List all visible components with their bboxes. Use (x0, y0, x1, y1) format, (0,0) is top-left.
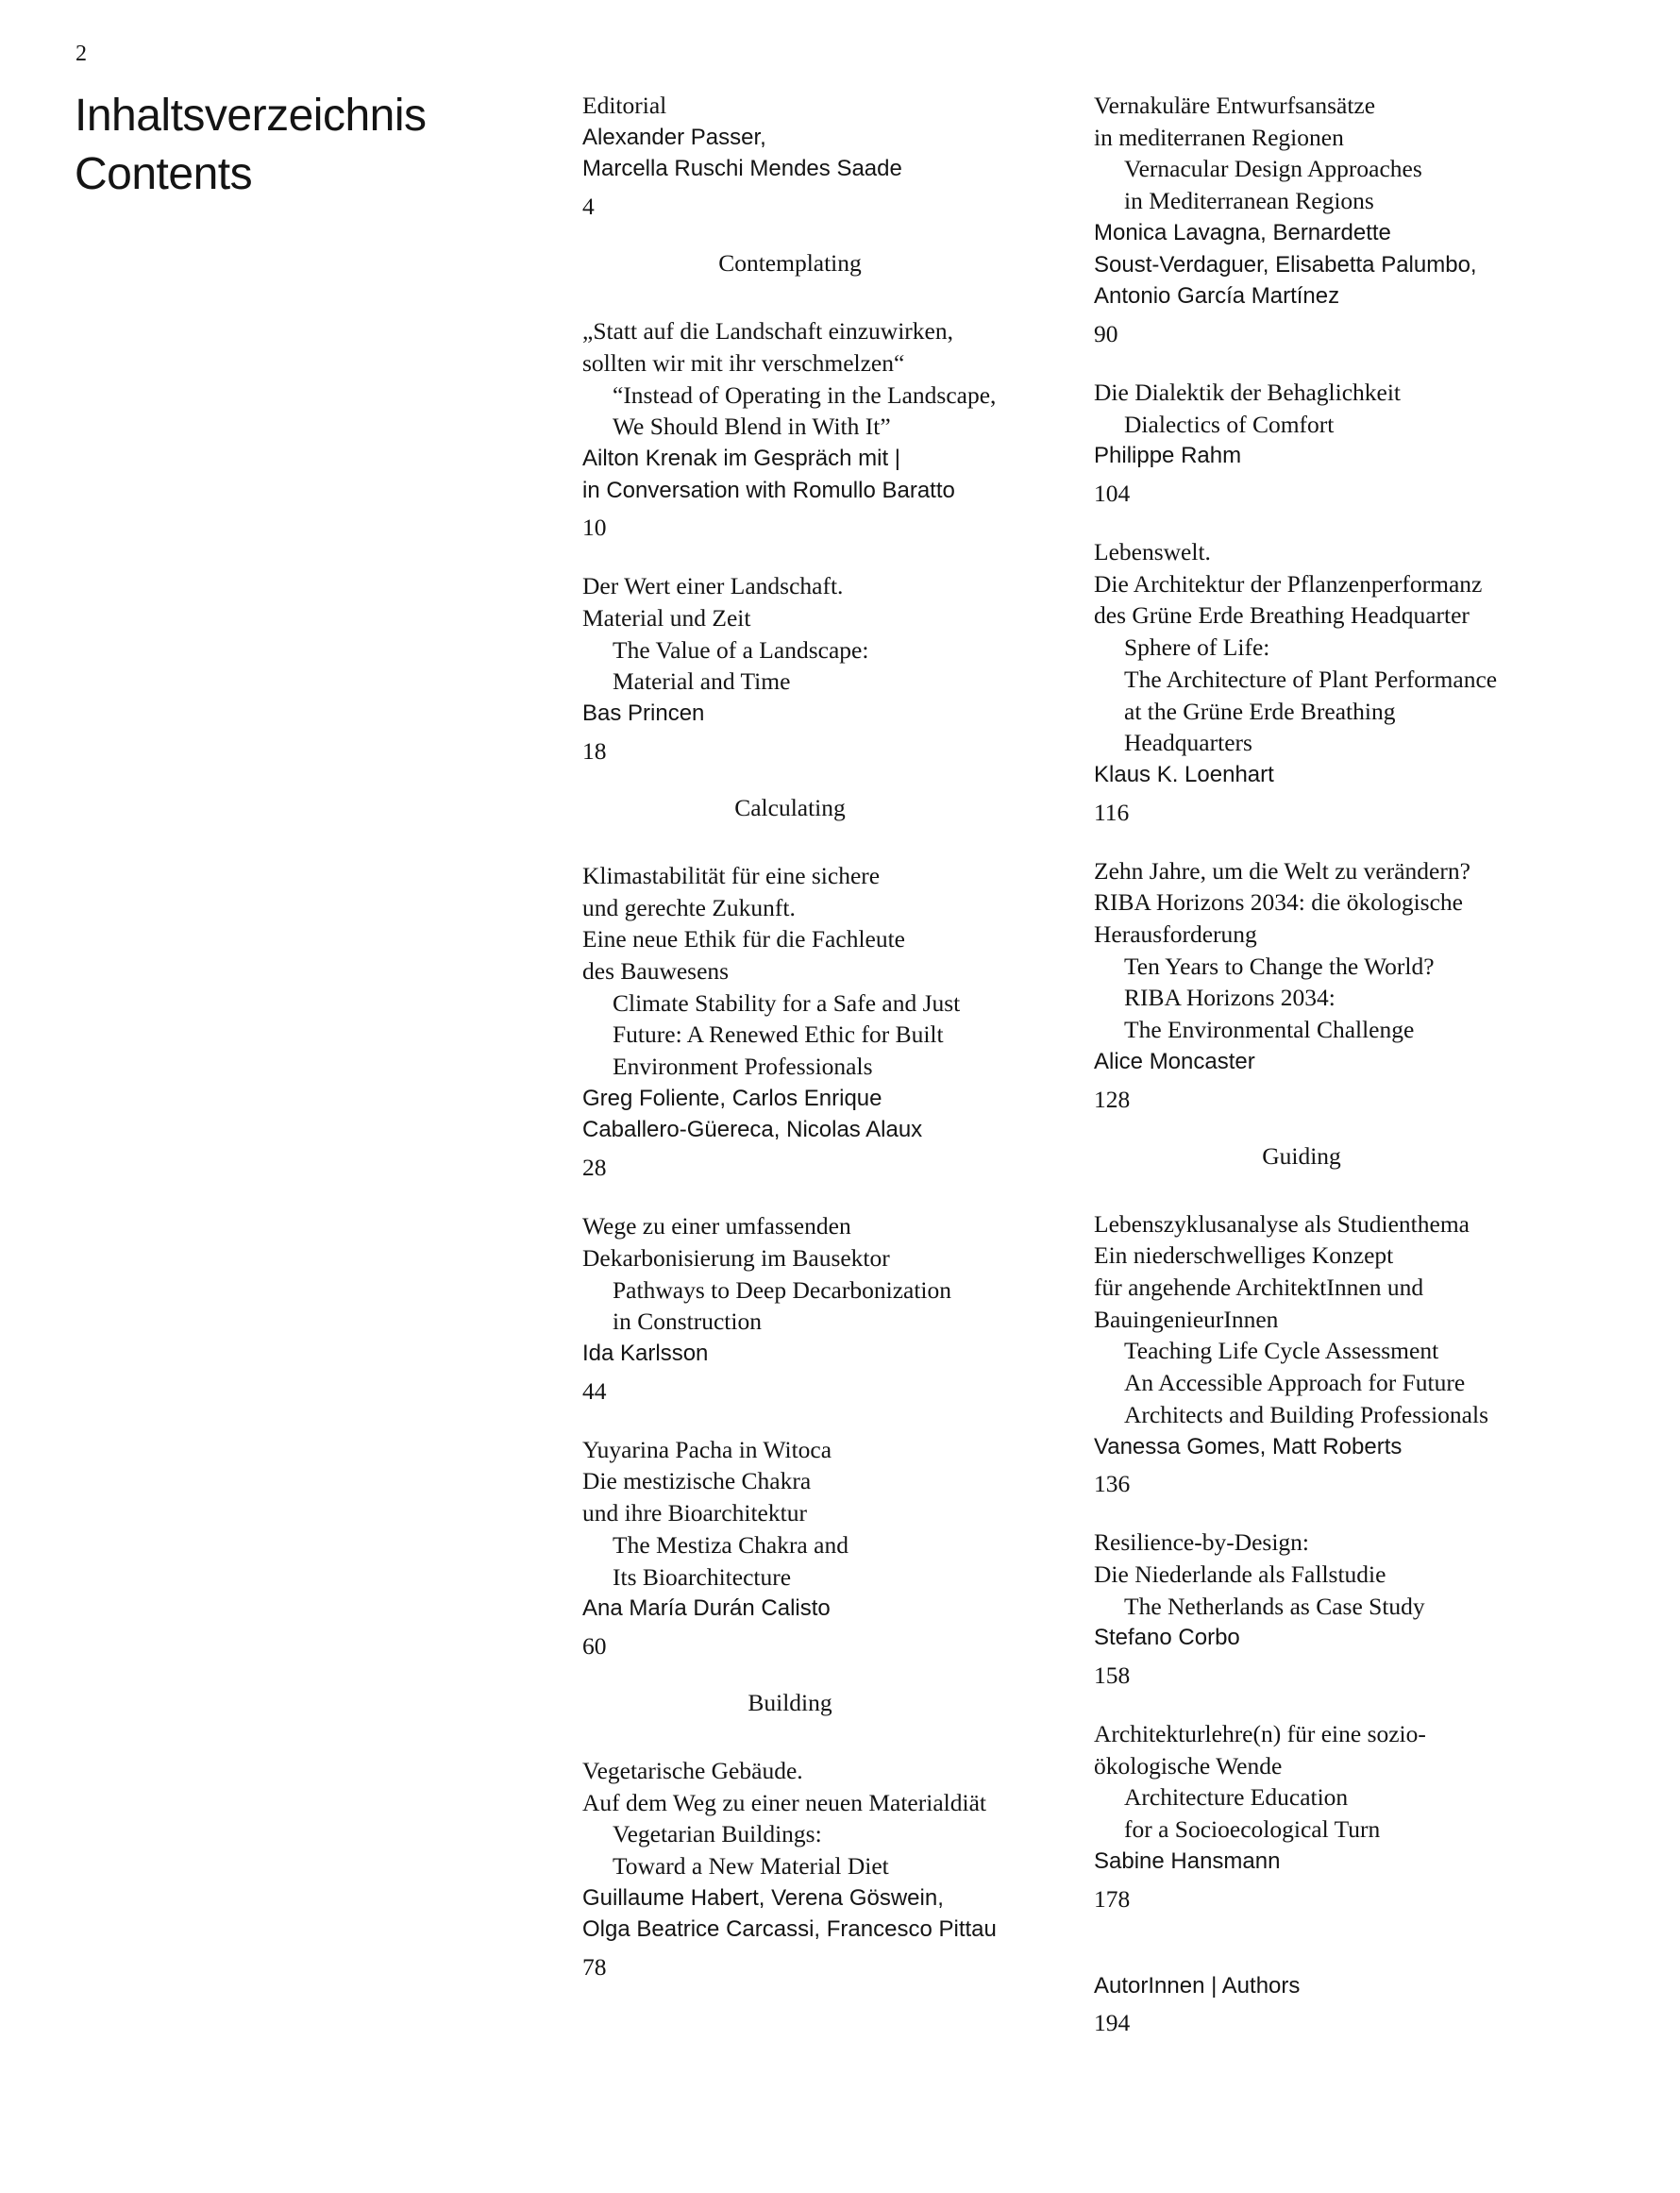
entry-title-english: Material and Time (613, 667, 791, 696)
entry-title-german: Zehn Jahre, um die Welt zu verändern? (1094, 856, 1470, 885)
toc-entry[interactable] (582, 570, 1073, 766)
entry-title-english: The Mestiza Chakra and (613, 1530, 848, 1559)
entry-page-number: 60 (582, 1631, 607, 1660)
entry-authors: Caballero-Güereca, Nicolas Alaux (582, 1117, 923, 1143)
entry-title-german: RIBA Horizons 2034: die ökologische (1094, 888, 1463, 917)
entry-authors: Greg Foliente, Carlos Enrique (582, 1085, 882, 1111)
entry-authors: Stefano Corbo (1094, 1625, 1240, 1651)
entry-title-english: RIBA Horizons 2034: (1124, 984, 1336, 1012)
entry-title-german: Wege zu einer umfassenden (582, 1212, 851, 1240)
entry-authors: Marcella Ruschi Mendes Saade (582, 156, 902, 182)
entry-title-german: Lebenszyklusanalyse als Studienthema (1094, 1209, 1470, 1238)
entry-authors: Ailton Krenak im Gespräch mit | (582, 445, 901, 471)
entry-authors: Antonio García Martínez (1094, 283, 1340, 310)
entry-title-german: Die Dialektik der Behaglichkeit (1094, 378, 1402, 406)
entry-authors: Ida Karlsson (582, 1340, 709, 1366)
entry-title-english: Architects and Building Professionals (1124, 1400, 1488, 1428)
entry-title-german: Ein niederschwelliges Konzept (1094, 1241, 1394, 1270)
entry-title-english: Ten Years to Change the World? (1124, 952, 1435, 980)
entry-authors: AutorInnen | Authors (1094, 1972, 1301, 1999)
entry-page-number: 104 (1094, 480, 1131, 508)
title-english: Contents (75, 149, 253, 199)
toc-entry[interactable] (582, 90, 1073, 221)
entry-authors: Vanessa Gomes, Matt Roberts (1094, 1433, 1403, 1459)
entry-title-german: ökologische Wende (1094, 1751, 1283, 1780)
entry-page-number: 128 (1094, 1085, 1131, 1113)
entry-page-number: 4 (582, 193, 595, 221)
entry-title-german: Klimastabilität für eine sichere (582, 861, 881, 889)
section-title: Guiding (1262, 1141, 1341, 1170)
entry-title-english: at the Grüne Erde Breathing (1124, 697, 1396, 725)
entry-page-number: 90 (1094, 319, 1118, 347)
entry-title-english: Vernacular Design Approaches (1124, 155, 1422, 183)
toc-column-left (582, 90, 1073, 2010)
section-title: Contemplating (718, 249, 862, 278)
section-heading (1094, 1142, 1585, 1171)
entry-title-german: Die Niederlande als Fallstudie (1094, 1560, 1386, 1588)
entry-title-english: Pathways to Deep Decarbonization (613, 1275, 952, 1304)
title-german: Inhaltsverzeichnis (75, 91, 427, 141)
entry-title-english: We Should Blend in With It” (613, 413, 891, 441)
entry-authors: Alice Moncaster (1094, 1048, 1255, 1074)
toc-entry[interactable] (1094, 1527, 1585, 1690)
entry-authors: Guillaume Habert, Verena Göswein, (582, 1884, 944, 1911)
toc-entry[interactable] (582, 1434, 1073, 1661)
entry-title-german: Yuyarina Pacha in Witoca (582, 1435, 832, 1463)
entry-title-english: for a Socioecological Turn (1124, 1815, 1381, 1844)
entry-page-number: 44 (582, 1376, 607, 1405)
toc-entry[interactable] (582, 860, 1073, 1182)
entry-authors: Philippe Rahm (1094, 443, 1242, 469)
entry-title-german: BauingenieurInnen (1094, 1305, 1279, 1333)
toc-entry[interactable] (1094, 377, 1585, 508)
entry-page-number: 158 (1094, 1662, 1131, 1690)
entry-authors: Alexander Passer, (582, 124, 766, 150)
entry-title-german: sollten wir mit ihr verschmelzen“ (582, 348, 905, 377)
section-heading (582, 1689, 1073, 1717)
entry-page-number: 28 (582, 1154, 607, 1182)
entry-title-german: Herausforderung (1094, 920, 1257, 949)
entry-authors: Sabine Hansmann (1094, 1847, 1281, 1874)
toc-entry[interactable] (1094, 855, 1585, 1114)
entry-title-german: und gerechte Zukunft. (582, 893, 796, 921)
entry-title-english: The Architecture of Plant Performance (1124, 665, 1498, 693)
toc-column-right (1094, 90, 1585, 2037)
entry-title-german: Eine neue Ethik für die Fachleute (582, 925, 905, 953)
entry-title-english: “Instead of Operating in the Landscape, (613, 380, 997, 409)
toc-entry[interactable] (582, 315, 1073, 542)
entry-title-english: Climate Stability for a Safe and Just (613, 988, 961, 1017)
entry-authors: Klaus K. Loenhart (1094, 761, 1274, 787)
entry-title-german: Vegetarische Gebäude. (582, 1756, 803, 1784)
page-number: 2 (76, 42, 87, 66)
entry-title-german: Lebenswelt. (1094, 538, 1211, 566)
entry-title-german: und ihre Bioarchitektur (582, 1499, 807, 1527)
page-title (75, 87, 427, 204)
entry-authors: Ana María Durán Calisto (582, 1595, 831, 1622)
entry-authors: Olga Beatrice Carcassi, Francesco Pittau (582, 1916, 997, 1943)
entry-title-german: Material und Zeit (582, 604, 751, 633)
entry-title-english: The Value of a Landscape: (613, 635, 869, 664)
entry-title-german: Resilience-by-Design: (1094, 1528, 1310, 1557)
entry-title-english: Environment Professionals (613, 1053, 873, 1081)
entry-title-german: „Statt auf die Landschaft einzuwirken, (582, 317, 953, 346)
entry-title-english: Its Bioarchitecture (613, 1562, 792, 1591)
entry-title-english: The Netherlands as Case Study (1124, 1592, 1425, 1620)
entry-title-english: Future: A Renewed Ethic for Built (613, 1021, 944, 1049)
entry-title-english: The Environmental Challenge (1124, 1016, 1415, 1044)
toc-entry[interactable] (1094, 1970, 1585, 2038)
entry-page-number: 194 (1094, 2009, 1131, 2037)
entry-authors: in Conversation with Romullo Baratto (582, 477, 955, 503)
toc-entry[interactable] (1094, 536, 1585, 827)
entry-title-german: Dekarbonisierung im Bausektor (582, 1243, 890, 1272)
entry-page-number: 18 (582, 736, 607, 765)
entry-page-number: 136 (1094, 1470, 1131, 1498)
entry-title-german: für angehende ArchitektInnen und (1094, 1273, 1424, 1301)
entry-page-number: 10 (582, 514, 607, 542)
entry-title-english: Architecture Education (1124, 1783, 1349, 1812)
entry-authors: Bas Princen (582, 700, 705, 727)
entry-authors: Soust-Verdaguer, Elisabetta Palumbo, (1094, 251, 1477, 278)
entry-title-english: in Mediterranean Regions (1124, 187, 1374, 215)
entry-title-german: Der Wert einer Landschaft. (582, 572, 844, 600)
entry-title-german: Auf dem Weg zu einer neuen Materialdiät (582, 1788, 986, 1816)
toc-entry[interactable] (1094, 1718, 1585, 1914)
toc-entry[interactable] (1094, 1208, 1585, 1499)
entry-page-number: 116 (1094, 798, 1130, 826)
entry-title-english: Vegetarian Buildings: (613, 1820, 822, 1848)
section-heading (582, 794, 1073, 822)
entry-title-german: des Bauwesens (582, 956, 730, 985)
entry-title-german: Editorial (582, 92, 667, 119)
entry-title-german: Die mestizische Chakra (582, 1467, 812, 1495)
entry-page-number: 78 (582, 1953, 607, 1982)
section-title: Building (748, 1688, 832, 1716)
toc-entry[interactable] (582, 1210, 1073, 1406)
toc-entry[interactable] (582, 1755, 1073, 1982)
entry-title-english: Toward a New Material Diet (613, 1852, 889, 1881)
entry-title-english: Dialectics of Comfort (1124, 410, 1335, 438)
entry-title-english: An Accessible Approach for Future (1124, 1369, 1466, 1397)
entry-authors: Monica Lavagna, Bernardette (1094, 219, 1391, 245)
entry-title-english: Sphere of Life: (1124, 633, 1270, 662)
entry-title-english: Teaching Life Cycle Assessment (1124, 1337, 1439, 1365)
section-heading (582, 249, 1073, 278)
entry-title-english: in Construction (613, 1307, 762, 1336)
entry-title-german: Die Architektur der Pflanzenperformanz (1094, 569, 1483, 598)
section-title: Calculating (734, 793, 846, 821)
entry-title-german: Vernakuläre Entwurfsansätze (1094, 92, 1376, 119)
entry-title-german: Architekturlehre(n) für eine sozio- (1094, 1720, 1426, 1748)
entry-title-german: des Grüne Erde Breathing Headquarter (1094, 601, 1470, 630)
entry-title-german: in mediterranen Regionen (1094, 123, 1344, 151)
entry-title-english: Headquarters (1124, 729, 1252, 757)
entry-page-number: 178 (1094, 1884, 1131, 1913)
toc-entry[interactable] (1094, 90, 1585, 348)
